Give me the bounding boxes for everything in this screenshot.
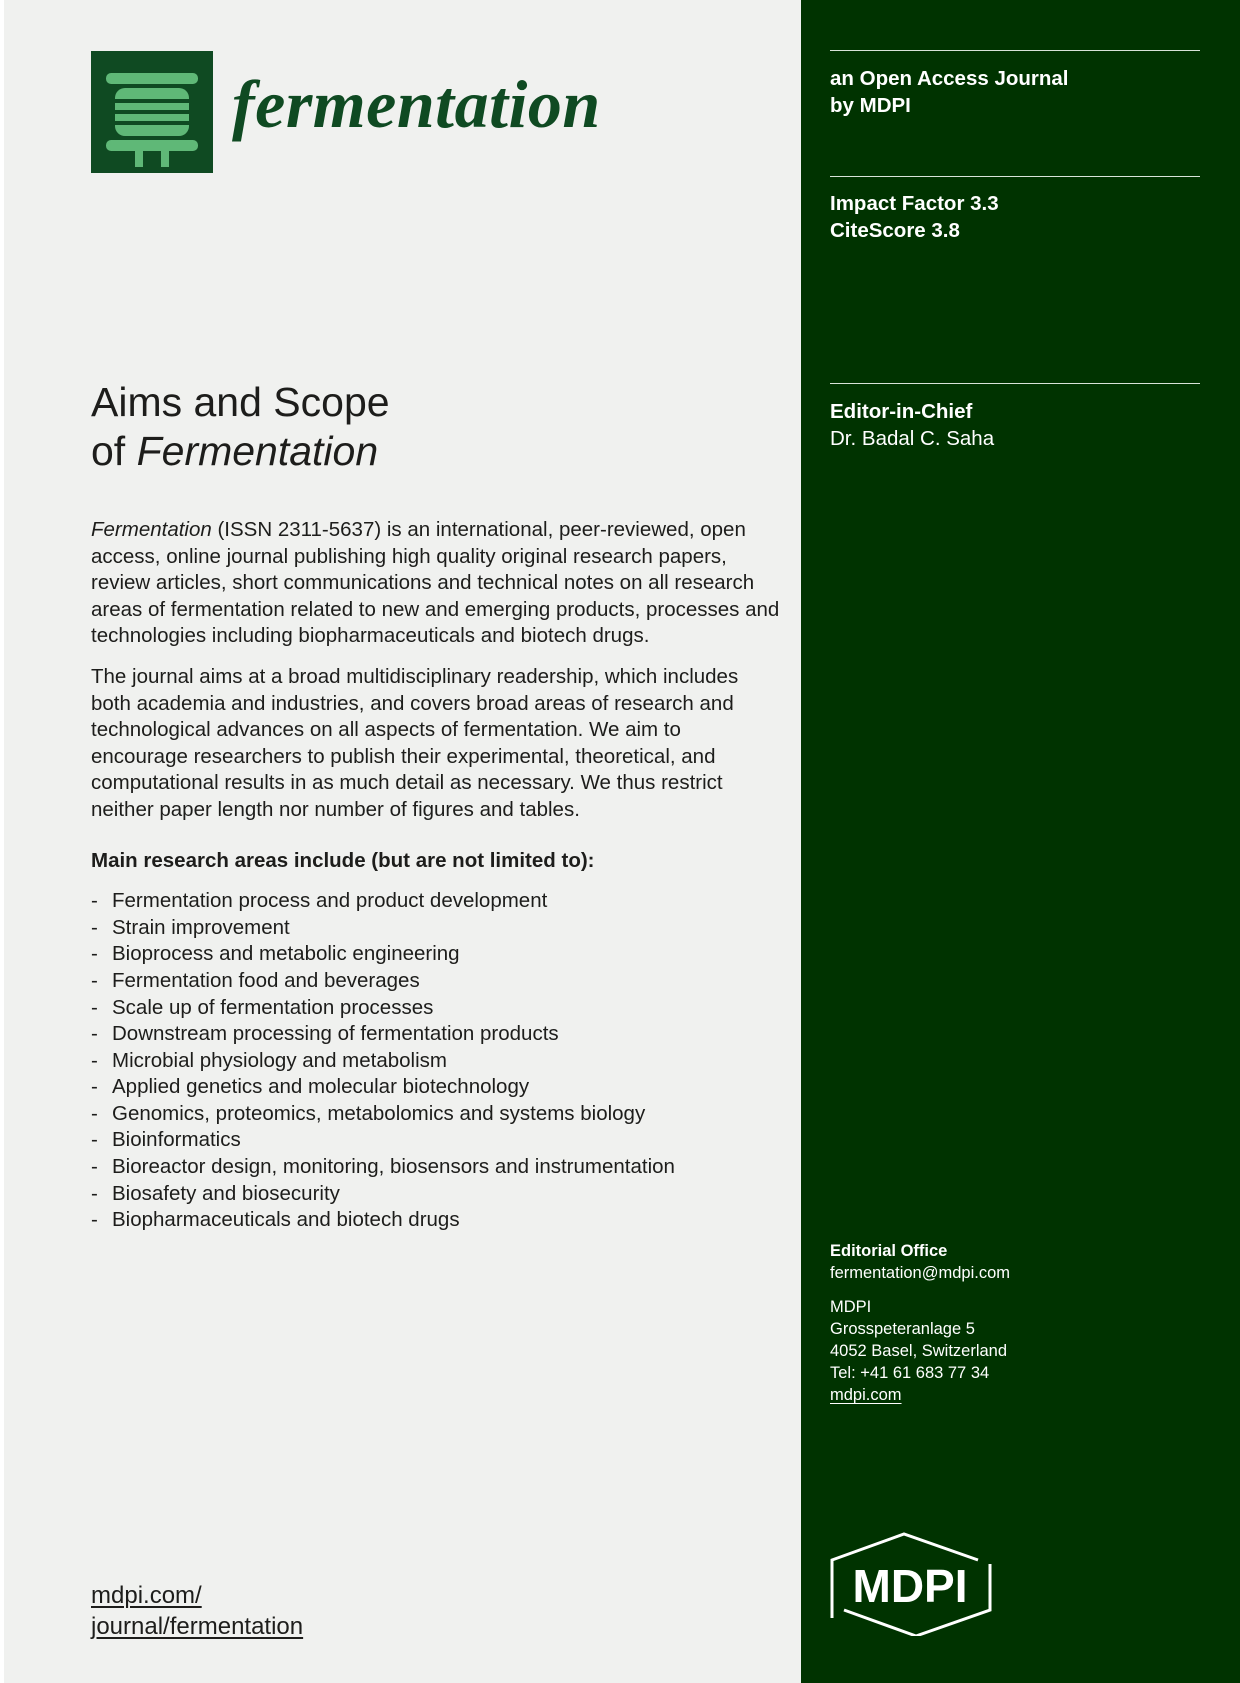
list-bullet: - <box>91 1155 98 1179</box>
list-bullet: - <box>91 1048 98 1072</box>
editor-label: Editor-in-Chief <box>830 400 973 423</box>
research-area-label: Biopharmaceuticals and biotech drugs <box>112 1208 460 1232</box>
journal-url-line-2[interactable]: journal/fermentation <box>91 1613 304 1640</box>
research-area-item <box>91 1207 781 1234</box>
divider <box>830 176 1200 177</box>
mdpi-logo <box>830 1532 992 1641</box>
research-area-label: Bioreactor design, monitoring, biosensors and instrumentation <box>112 1155 675 1179</box>
citescore: CiteScore 3.8 <box>830 218 960 242</box>
research-area-label: Fermentation process and product development <box>112 889 548 913</box>
address-line: Tel: +41 61 683 77 34 <box>830 1364 990 1382</box>
title-line-2-prefix: of <box>91 428 137 474</box>
research-areas-list <box>91 888 781 1234</box>
research-area-label: Applied genetics and molecular biotechnology <box>112 1075 530 1099</box>
open-access-line-1: an Open Access Journal <box>830 67 1069 90</box>
list-bullet: - <box>91 1208 98 1232</box>
journal-wordmark: fermentation <box>232 66 601 142</box>
open-access-line-2: by MDPI <box>830 93 911 117</box>
research-area-item <box>91 888 781 915</box>
aims-paragraph-2: The journal aims at a broad multidisciplinary readership, which includes both academia and industries, and covers broad areas of research and technological advances on all aspects of fermentation. We aim to encourage researchers to publish their experimental, theoretical, and computational results in as much detail as necessary. We thus restrict neither paper length nor number of figures and tables. <box>91 664 739 821</box>
impact-factor: Impact Factor 3.3 <box>830 192 999 215</box>
list-bullet: - <box>91 995 98 1019</box>
barrel-icon <box>91 51 213 173</box>
journal-name-italic: Fermentation <box>91 518 212 541</box>
list-bullet: - <box>91 1181 98 1205</box>
research-area-label: Strain improvement <box>112 915 290 939</box>
aims-paragraph-1-text: (ISSN 2311-5637) is an international, peer-reviewed, open access, online journal publishing high quality original research papers, review articles, short communications and technical notes on all research areas of fermentation related to new and emerging products, processes and technologies including biopharmaceuticals and biotech drugs. <box>91 518 780 648</box>
research-area-label: Microbial physiology and metabolism <box>112 1048 447 1072</box>
metrics-block <box>830 191 999 244</box>
research-area-item <box>91 915 781 942</box>
research-area-item <box>91 1021 781 1048</box>
research-areas-title: Main research areas include (but are not limited to): <box>91 848 595 872</box>
list-bullet: - <box>91 1022 98 1046</box>
aims-paragraph-1 <box>91 517 781 650</box>
list-bullet: - <box>91 1101 98 1125</box>
journal-logo <box>91 51 213 173</box>
research-area-item <box>91 1154 781 1181</box>
list-bullet: - <box>91 1075 98 1099</box>
research-area-item <box>91 1074 781 1101</box>
research-area-label: Bioinformatics <box>112 1128 241 1152</box>
title-journal-name: Fermentation <box>136 428 379 474</box>
research-area-item <box>91 1101 781 1128</box>
research-area-item <box>91 968 781 995</box>
editorial-office-block <box>830 1240 1010 1406</box>
list-bullet: - <box>91 968 98 992</box>
research-area-label: Scale up of fermentation processes <box>112 995 434 1019</box>
research-area-item <box>91 1127 781 1154</box>
aims-body <box>91 517 781 1234</box>
editor-name: Dr. Badal C. Saha <box>830 426 995 450</box>
divider <box>830 383 1200 384</box>
publisher-website-link[interactable]: mdpi.com <box>830 1386 902 1404</box>
title-line-1: Aims and Scope <box>91 379 390 425</box>
research-area-item <box>91 941 781 968</box>
list-bullet: - <box>91 889 98 913</box>
research-area-label: Bioprocess and metabolic engineering <box>112 942 460 966</box>
address-line: Grosspeteranlage 5 <box>830 1320 975 1338</box>
office-label: Editorial Office <box>830 1242 948 1260</box>
sidebar <box>801 0 1240 1683</box>
mdpi-logo-icon <box>830 1532 992 1636</box>
editor-block <box>830 399 994 452</box>
research-area-label: Genomics, proteomics, metabolomics and systems biology <box>112 1101 646 1125</box>
research-area-label: Fermentation food and beverages <box>112 968 420 992</box>
divider <box>830 50 1200 51</box>
research-area-item <box>91 995 781 1022</box>
office-email[interactable]: fermentation@mdpi.com <box>830 1264 1010 1282</box>
address-line: 4052 Basel, Switzerland <box>830 1342 1008 1360</box>
list-bullet: - <box>91 942 98 966</box>
list-bullet: - <box>91 915 98 939</box>
journal-url-link[interactable] <box>91 1580 303 1642</box>
mdpi-logo-text: MDPI <box>852 1560 968 1612</box>
journal-url-line-1[interactable]: mdpi.com/ <box>91 1582 202 1609</box>
research-area-item <box>91 1048 781 1075</box>
research-area-label: Biosafety and biosecurity <box>112 1181 340 1205</box>
open-access-block <box>830 66 1069 119</box>
list-bullet: - <box>91 1128 98 1152</box>
research-area-label: Downstream processing of fermentation products <box>112 1022 559 1046</box>
address-line: MDPI <box>830 1298 872 1316</box>
page-title <box>91 378 751 476</box>
research-area-item <box>91 1181 781 1208</box>
